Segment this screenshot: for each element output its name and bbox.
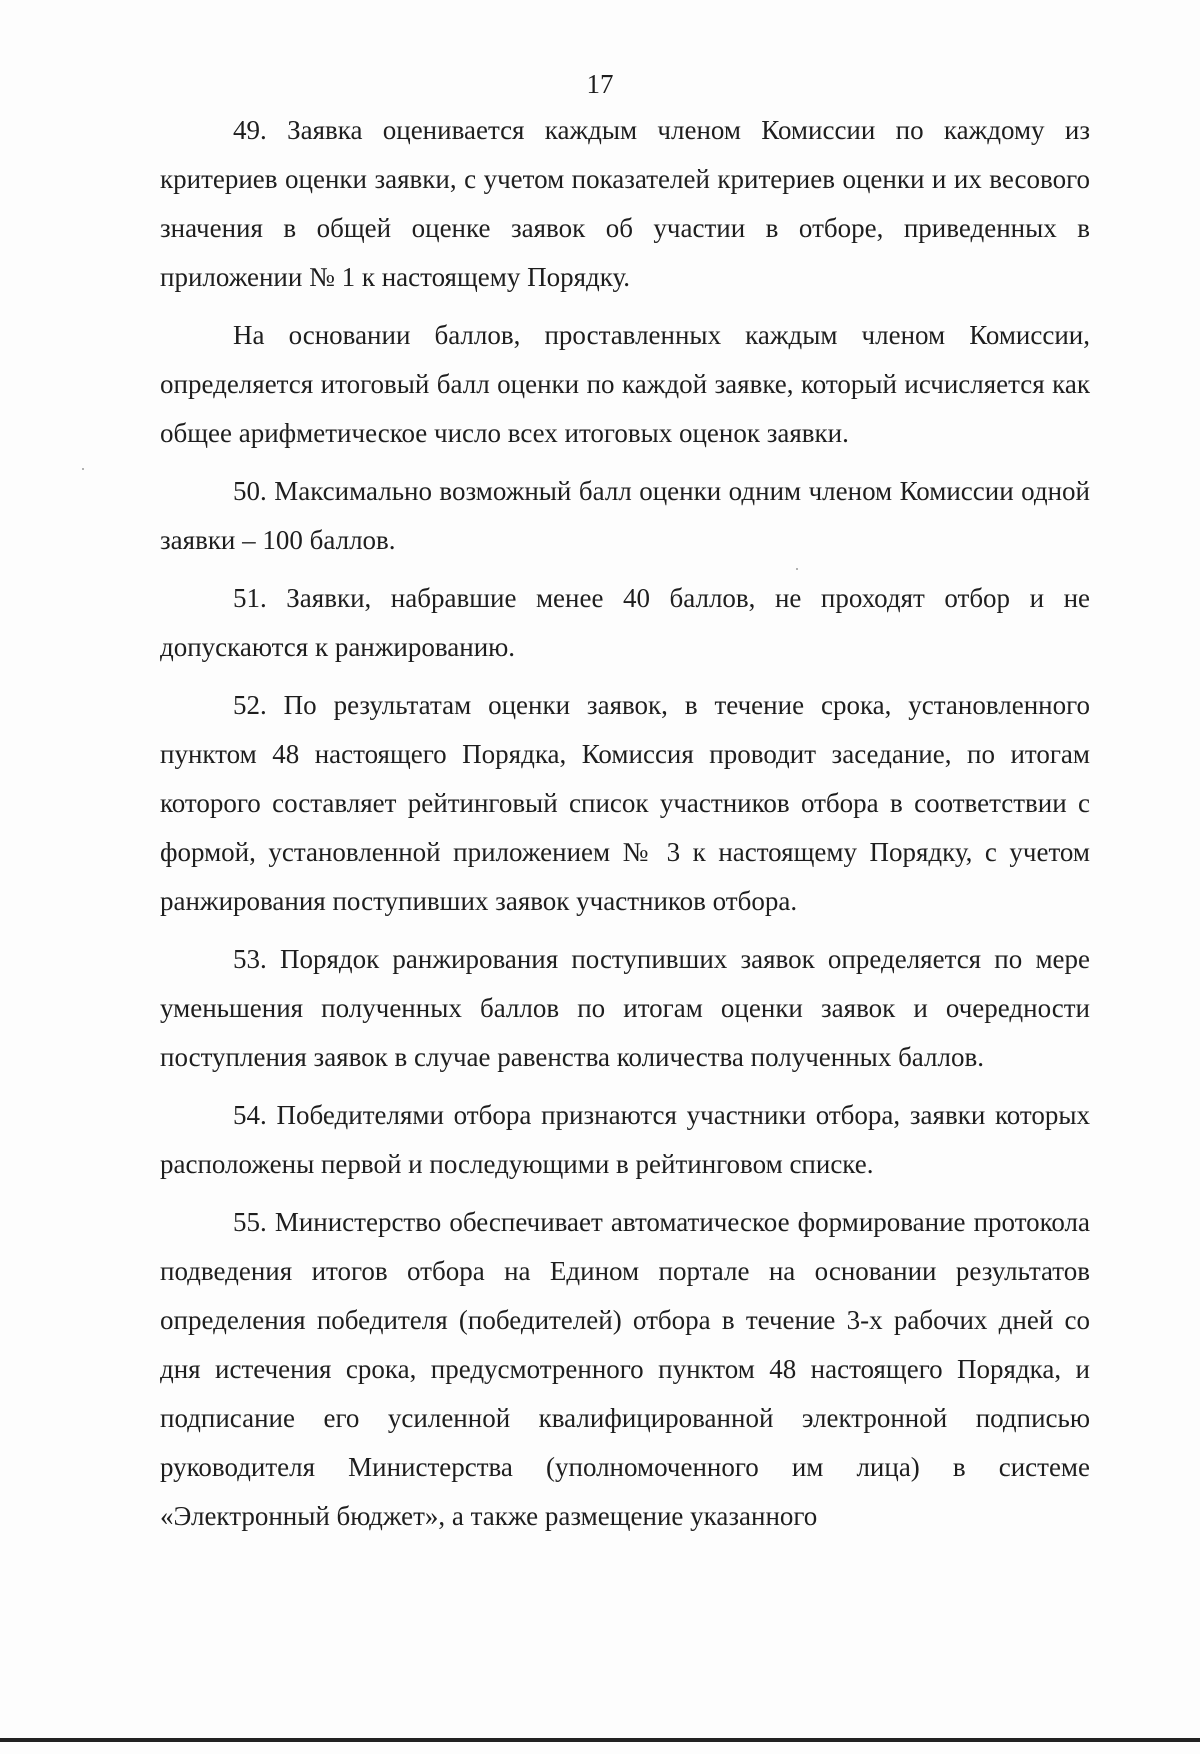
- paragraph-52: 52. По результатам оценки заявок, в течение срока, установленного пунктом 48 настоящего Порядка, Комиссия проводит заседание, по итогам которого составляет рейтинговый список участников отбора в соответствии с формой, установленной приложением № 3 к настоящему Порядку, с учетом ранжирования поступивших заявок участников отбора.: [160, 690, 1090, 916]
- paragraph-50: 50. Максимально возможный балл оценки одним членом Комиссии одной заявки – 100 баллов.: [160, 476, 1090, 555]
- document-body: [160, 106, 1090, 1550]
- paragraph-55: 55. Министерство обеспечивает автоматическое формирование протокола подведения итогов отбора на Едином портале на основании результатов определения победителя (победителей) отбора в течение 3-х рабочих дней со дня истечения срока, предусмотренного пунктом 48 настоящего Порядка, и подписание его усиленной квалифицированной электронной подписью руководителя Министерства (уполномоченного им лица) в системе «Электронный бюджет», а также размещение указанного: [160, 1207, 1090, 1531]
- scan-speck: [796, 568, 798, 570]
- paragraph-53: 53. Порядок ранжирования поступивших заявок определяется по мере уменьшения полученных баллов по итогам оценки заявок и очередности поступления заявок в случае равенства количества полученных баллов.: [160, 944, 1090, 1072]
- scan-speck: [82, 468, 84, 470]
- paragraph-51: 51. Заявки, набравшие менее 40 баллов, не проходят отбор и не допускаются к ранжированию.: [160, 583, 1090, 662]
- paragraph-49: 49. Заявка оценивается каждым членом Комиссии по каждому из критериев оценки заявки, с учетом показателей критериев оценки и их весового значения в общей оценке заявок об участии в отборе, приведенных в приложении № 1 к настоящему Порядку.: [160, 115, 1090, 292]
- page-number: 17: [586, 69, 614, 99]
- scan-bottom-edge: [0, 1738, 1200, 1742]
- paragraph-49-continued: На основании баллов, проставленных каждым членом Комиссии, определяется итоговый балл оценки по каждой заявке, который исчисляется как общее арифметическое число всех итоговых оценок заявки.: [160, 320, 1090, 448]
- paragraph-54: 54. Победителями отбора признаются участники отбора, заявки которых расположены первой и последующими в рейтинговом списке.: [160, 1100, 1090, 1179]
